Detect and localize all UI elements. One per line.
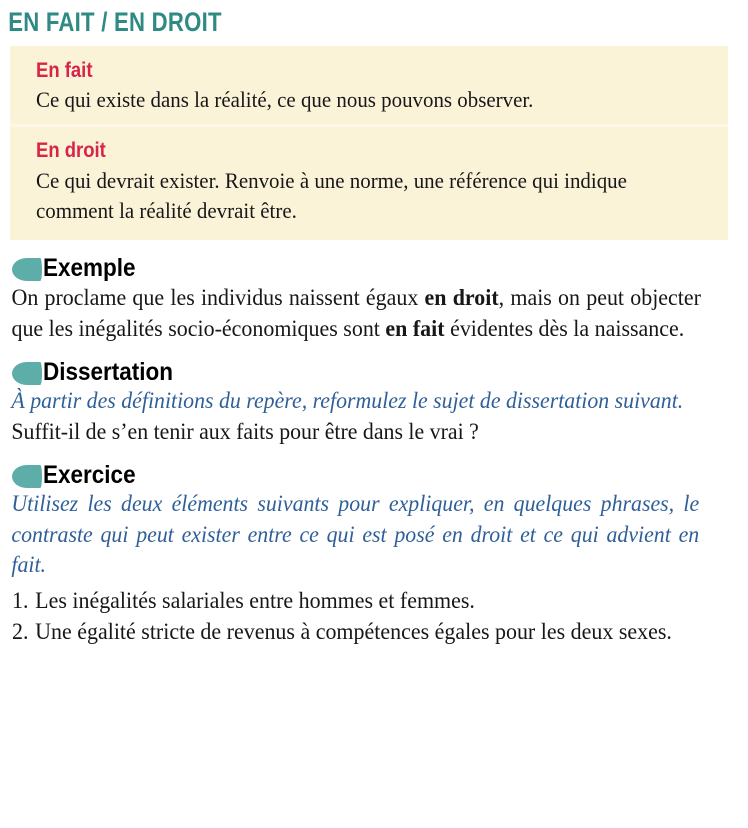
exemple-text-part2: , mais on peut objecter que les inégalités socio-économiques sont [11,284,701,341]
list-item [12,585,703,617]
definition-en-droit [10,124,728,225]
rubric-heading-exemple [0,253,748,282]
list-item-text: Une égalité stricte de revenus à compétences égales pour les deux sexes. [35,619,672,645]
leaf-bullet-icon [12,258,42,281]
exercice-item-list [0,585,748,648]
rubric-heading-dissertation [0,357,748,386]
rubric-heading-exercice [0,463,748,488]
list-item-text: Les inégalités salariales entre hommes et femmes. [35,587,475,613]
dissertation-instruction: À partir des définitions du repère, reformulez le sujet de dissertation suivant. [11,387,684,413]
exemple-bold-en-fait: en fait [385,315,445,341]
list-item [12,616,703,648]
leaf-bullet-icon [12,362,42,385]
rubric-label-dissertation: Dissertation [43,357,174,386]
leaf-bullet-icon [12,465,42,488]
definition-term-en-droit: En droit [36,139,106,163]
rubric-label-exemple: Exemple [43,253,136,282]
definition-en-fait [10,58,728,115]
exemple-paragraph [0,282,714,344]
exercice-instruction: Utilisez les deux éléments suivants pour expliquer, en quelques phrases, le contraste qui peut exister entre ce qui est posé en droit et ce qui advient en fait. [11,491,700,578]
dissertation-subject: Suffit-il de s’en tenir aux faits pour être dans le vrai ? [11,419,479,445]
definition-text-en-droit: Ce qui devrait exister. Renvoie à une norme, une référence qui indique comment la réalité devrait être. [36,167,627,223]
rubric-label-exercice: Exercice [43,461,136,490]
exemple-text-part3: évidentes dès la naissance. [444,315,685,341]
definition-text-en-fait: Ce qui existe dans la réalité, ce que nous pouvons observer. [36,87,534,113]
definition-term-en-fait: En fait [36,59,93,83]
page-title: EN FAIT / EN DROIT [8,7,222,37]
list-item-number: 1. [12,587,29,613]
list-item-number: 2. [12,619,29,645]
exemple-text-part1: On proclame que les individus naissent égaux [11,284,425,310]
definition-box [10,46,728,239]
exemple-bold-en-droit: en droit [424,284,499,310]
